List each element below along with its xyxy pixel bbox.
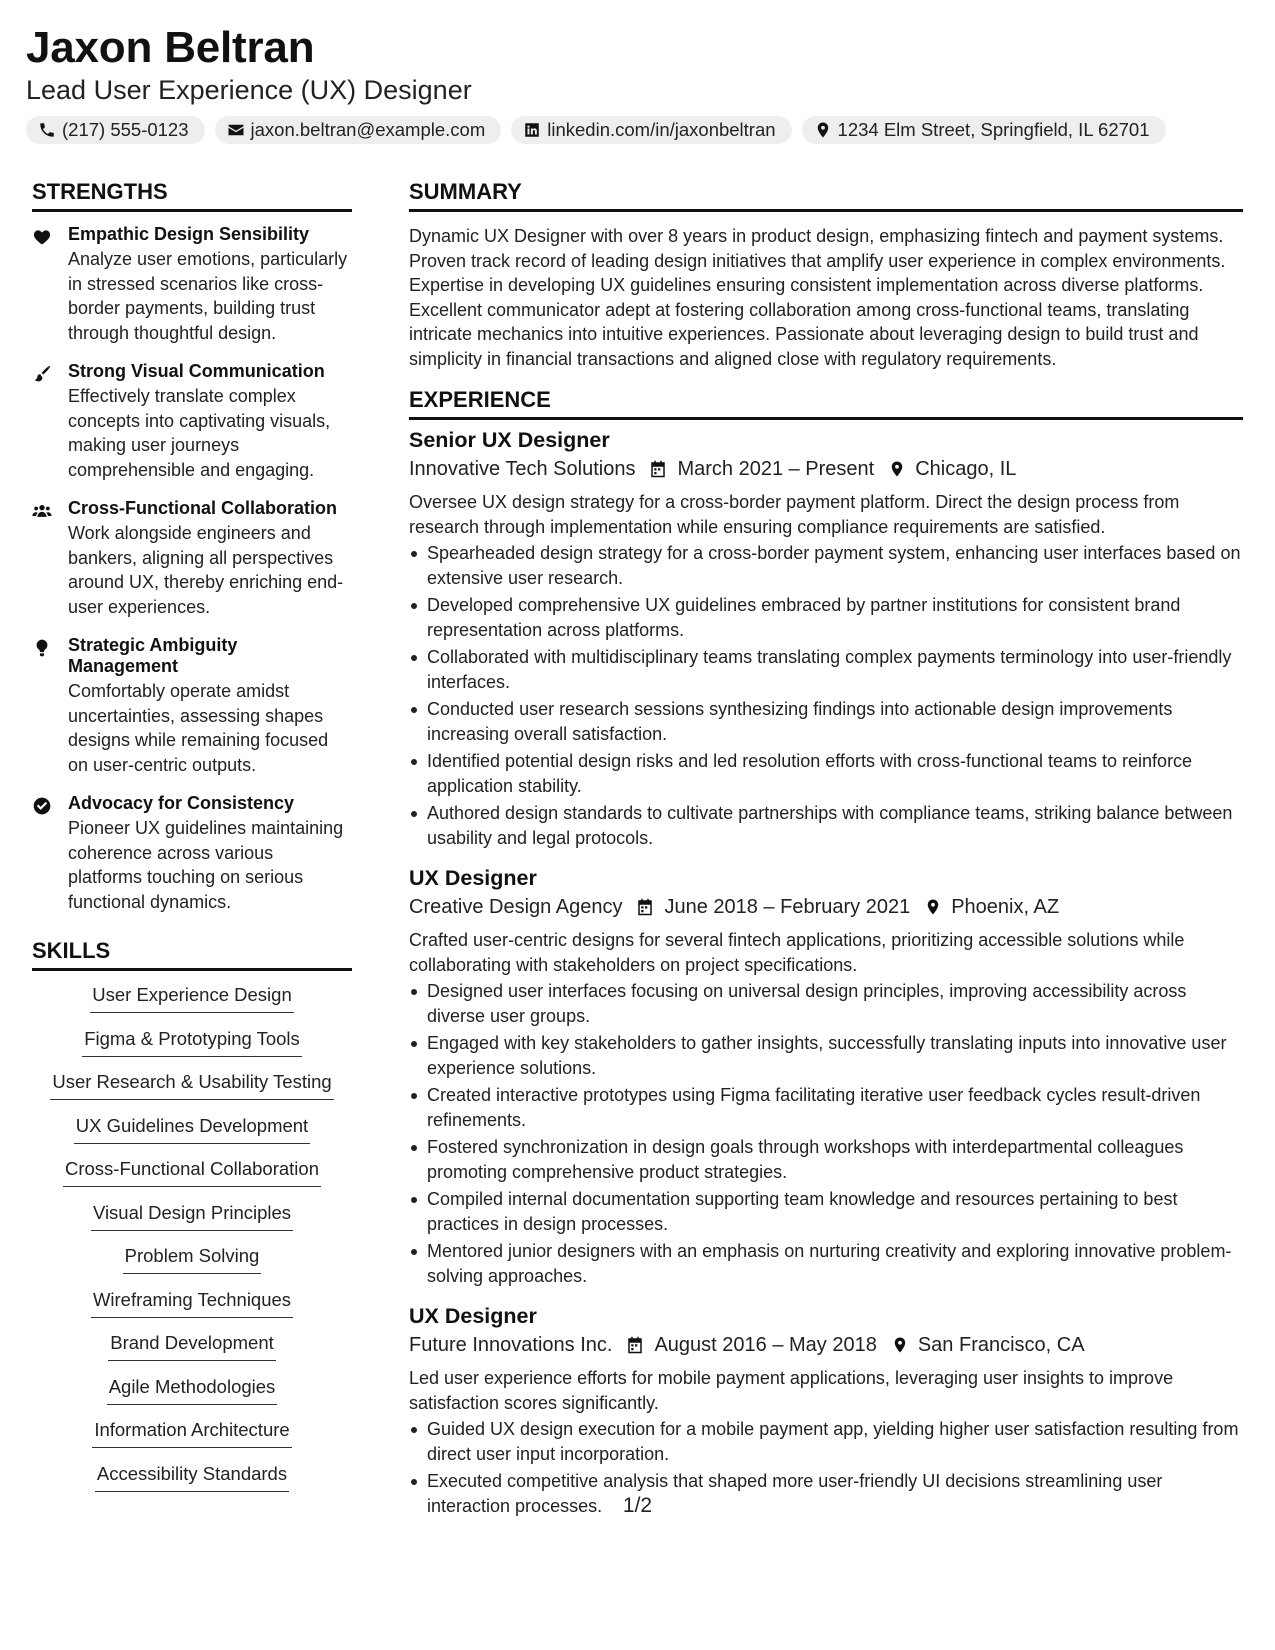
list-item: Developed comprehensive UX guidelines embraced by partner institutions for consistent brand representation across platforms.: [409, 593, 1243, 642]
contact-address: [802, 116, 1166, 144]
contact-email-text: jaxon.beltran@example.com: [250, 119, 486, 140]
skill-tag: Cross-Functional Collaboration: [63, 1157, 321, 1187]
strength-desc: Comfortably operate amidst uncertainties, assessing shapes designs while remaining focused on user-centric outputs.: [68, 681, 329, 775]
candidate-title: Lead User Experience (UX) Designer: [26, 75, 472, 105]
experience-heading: EXPERIENCE: [409, 385, 1243, 420]
strength-title: Strategic Ambiguity Management: [68, 635, 238, 676]
job-description: Led user experience efforts for mobile payment applications, leveraging user insights to improve satisfaction scores significantly.: [409, 1368, 1174, 1413]
list-item: Guided UX design execution for a mobile payment app, yielding higher user satisfaction resulting from direct user input incorporation.: [409, 1417, 1243, 1466]
skills-heading: SKILLS: [32, 936, 352, 971]
page-number: 1/2: [622, 1494, 653, 1517]
list-item: Conducted user research sessions synthesizing findings into actionable design improvements increasing overall satisfaction.: [409, 697, 1243, 746]
strength-title: Strong Visual Communication: [68, 361, 325, 381]
strength-desc: Analyze user emotions, particularly in stressed scenarios like cross-border payments, building trust through thoughtful design.: [68, 249, 348, 343]
job-meta: [409, 1330, 1243, 1360]
skill-tag: User Experience Design: [90, 983, 293, 1013]
skills-list: [32, 983, 352, 1505]
contact-linkedin[interactable]: [511, 116, 791, 144]
right-column: [409, 177, 1243, 1532]
skill-tag: Brand Development: [108, 1331, 276, 1361]
job-location: Phoenix, AZ: [951, 896, 1060, 918]
job-company: Creative Design Agency: [409, 896, 623, 918]
strength-desc: Pioneer UX guidelines maintaining coherence across various platforms touching on serious functional dynamics.: [68, 818, 344, 912]
linkedin-icon: [523, 121, 541, 139]
left-column: [32, 177, 352, 1505]
list-item: Spearheaded design strategy for a cross-border payment system, enhancing user interfaces based on extensive user research.: [409, 541, 1243, 590]
contact-bar: [26, 116, 1251, 144]
contact-address-text: 1234 Elm Street, Springfield, IL 62701: [837, 119, 1150, 140]
skill-tag: Accessibility Standards: [95, 1462, 289, 1492]
job-entry: [409, 426, 1243, 850]
calendar-icon: [626, 1335, 644, 1355]
check-circle-icon: [32, 796, 52, 816]
list-item: Created interactive prototypes using Figma facilitating iterative user feedback cycles result-driven refinements.: [409, 1083, 1243, 1132]
calendar-icon: [649, 459, 667, 479]
job-company: Innovative Tech Solutions: [409, 458, 636, 480]
skill-tag: Visual Design Principles: [91, 1201, 293, 1231]
strength-title: Advocacy for Consistency: [68, 793, 295, 813]
job-bullets: [409, 541, 1243, 850]
paintbrush-icon: [32, 364, 52, 384]
strength-desc: Work alongside engineers and bankers, aligning all perspectives around UX, thereby enriching end-user experiences.: [68, 523, 344, 617]
calendar-icon: [636, 897, 654, 917]
list-item: Executed competitive analysis that shaped more user-friendly UI decisions streamlining user interaction processes.: [409, 1469, 1243, 1518]
candidate-name: Jaxon Beltran: [26, 23, 315, 72]
resume-header: [26, 22, 1251, 144]
strength-item: [32, 224, 352, 345]
list-item: Designed user interfaces focusing on universal design principles, improving accessibility across diverse user groups.: [409, 979, 1243, 1028]
strength-item: [32, 793, 352, 914]
job-meta: [409, 892, 1243, 922]
job-dates: August 2016 – May 2018: [654, 1334, 877, 1356]
job-company: Future Innovations Inc.: [409, 1334, 613, 1356]
job-dates: March 2021 – Present: [677, 458, 875, 480]
job-description: Crafted user-centric designs for several fintech applications, prioritizing accessible solutions while collaborating with stakeholders on project specifications.: [409, 930, 1185, 975]
list-item: Fostered synchronization in design goals through workshops with interdepartmental colleagues promoting comprehensive product strategies.: [409, 1135, 1243, 1184]
contact-email[interactable]: [215, 116, 502, 144]
lightbulb-icon: [32, 638, 52, 658]
job-title: Senior UX Designer: [409, 428, 610, 452]
strength-item: [32, 635, 352, 777]
job-bullets: [409, 979, 1243, 1288]
job-description: Oversee UX design strategy for a cross-border payment platform. Direct the design process from research through implementation while ensuring compliance requirements are satisfied.: [409, 492, 1180, 537]
contact-linkedin-text: linkedin.com/in/jaxonbeltran: [547, 119, 776, 140]
heart-icon: [32, 227, 52, 247]
skill-tag: Wireframing Techniques: [91, 1288, 293, 1318]
list-item: Mentored junior designers with an emphasis on nurturing creativity and exploring innovative problem-solving approaches.: [409, 1239, 1243, 1288]
job-entry: [409, 1302, 1243, 1518]
users-icon: [32, 501, 52, 521]
strength-desc: Effectively translate complex concepts into captivating visuals, making user journeys comprehensible and engaging.: [68, 386, 331, 480]
job-meta: [409, 454, 1243, 484]
map-pin-icon: [888, 459, 906, 479]
strength-title: Empathic Design Sensibility: [68, 224, 310, 244]
map-pin-icon: [924, 897, 942, 917]
summary-text: Dynamic UX Designer with over 8 years in product design, emphasizing fintech and payment systems. Proven track record of leading design initiatives that amplify user experience in complex environments. Expertise in developing UX guidelines ensuring consistent implementation across diverse platforms. Excellent communicator adept at fostering collaboration among cross-functional teams, translating intricate mechanics into intuitive experiences. Passionate about leveraging design to build trust and simplicity in financial transactions and aligned close with regulatory requirements.: [409, 226, 1226, 369]
contact-phone-text: (217) 555-0123: [62, 119, 189, 140]
list-item: Authored design standards to cultivate partnerships with compliance teams, striking balance between usability and legal protocols.: [409, 801, 1243, 850]
list-item: Identified potential design risks and led resolution efforts with cross-functional teams to reinforce application stability.: [409, 749, 1243, 798]
list-item: Engaged with key stakeholders to gather insights, successfully translating inputs into innovative user experience solutions.: [409, 1031, 1243, 1080]
contact-phone[interactable]: [26, 116, 205, 144]
job-entry: [409, 864, 1243, 1288]
list-item: Compiled internal documentation supporting team knowledge and resources pertaining to best practices in design processes.: [409, 1187, 1243, 1236]
job-title: UX Designer: [409, 866, 537, 890]
strength-item: [32, 498, 352, 619]
envelope-icon: [227, 121, 245, 139]
phone-icon: [38, 121, 56, 139]
skill-tag: Agile Methodologies: [107, 1375, 278, 1405]
strengths-heading: STRENGTHS: [32, 177, 352, 212]
list-item: Collaborated with multidisciplinary teams translating complex payments terminology into user-friendly interfaces.: [409, 645, 1243, 694]
skill-tag: Problem Solving: [123, 1244, 262, 1274]
job-title: UX Designer: [409, 1304, 537, 1328]
map-pin-icon: [891, 1335, 909, 1355]
job-location: Chicago, IL: [915, 458, 1017, 480]
skill-tag: User Research & Usability Testing: [50, 1070, 333, 1100]
job-location: San Francisco, CA: [917, 1334, 1085, 1356]
map-pin-icon: [814, 121, 832, 139]
summary-heading: SUMMARY: [409, 177, 1243, 212]
job-dates: June 2018 – February 2021: [664, 896, 911, 918]
strength-item: [32, 361, 352, 482]
skill-tag: UX Guidelines Development: [74, 1114, 310, 1144]
strength-title: Cross-Functional Collaboration: [68, 498, 338, 518]
skill-tag: Information Architecture: [92, 1418, 291, 1448]
skill-tag: Figma & Prototyping Tools: [82, 1027, 302, 1057]
